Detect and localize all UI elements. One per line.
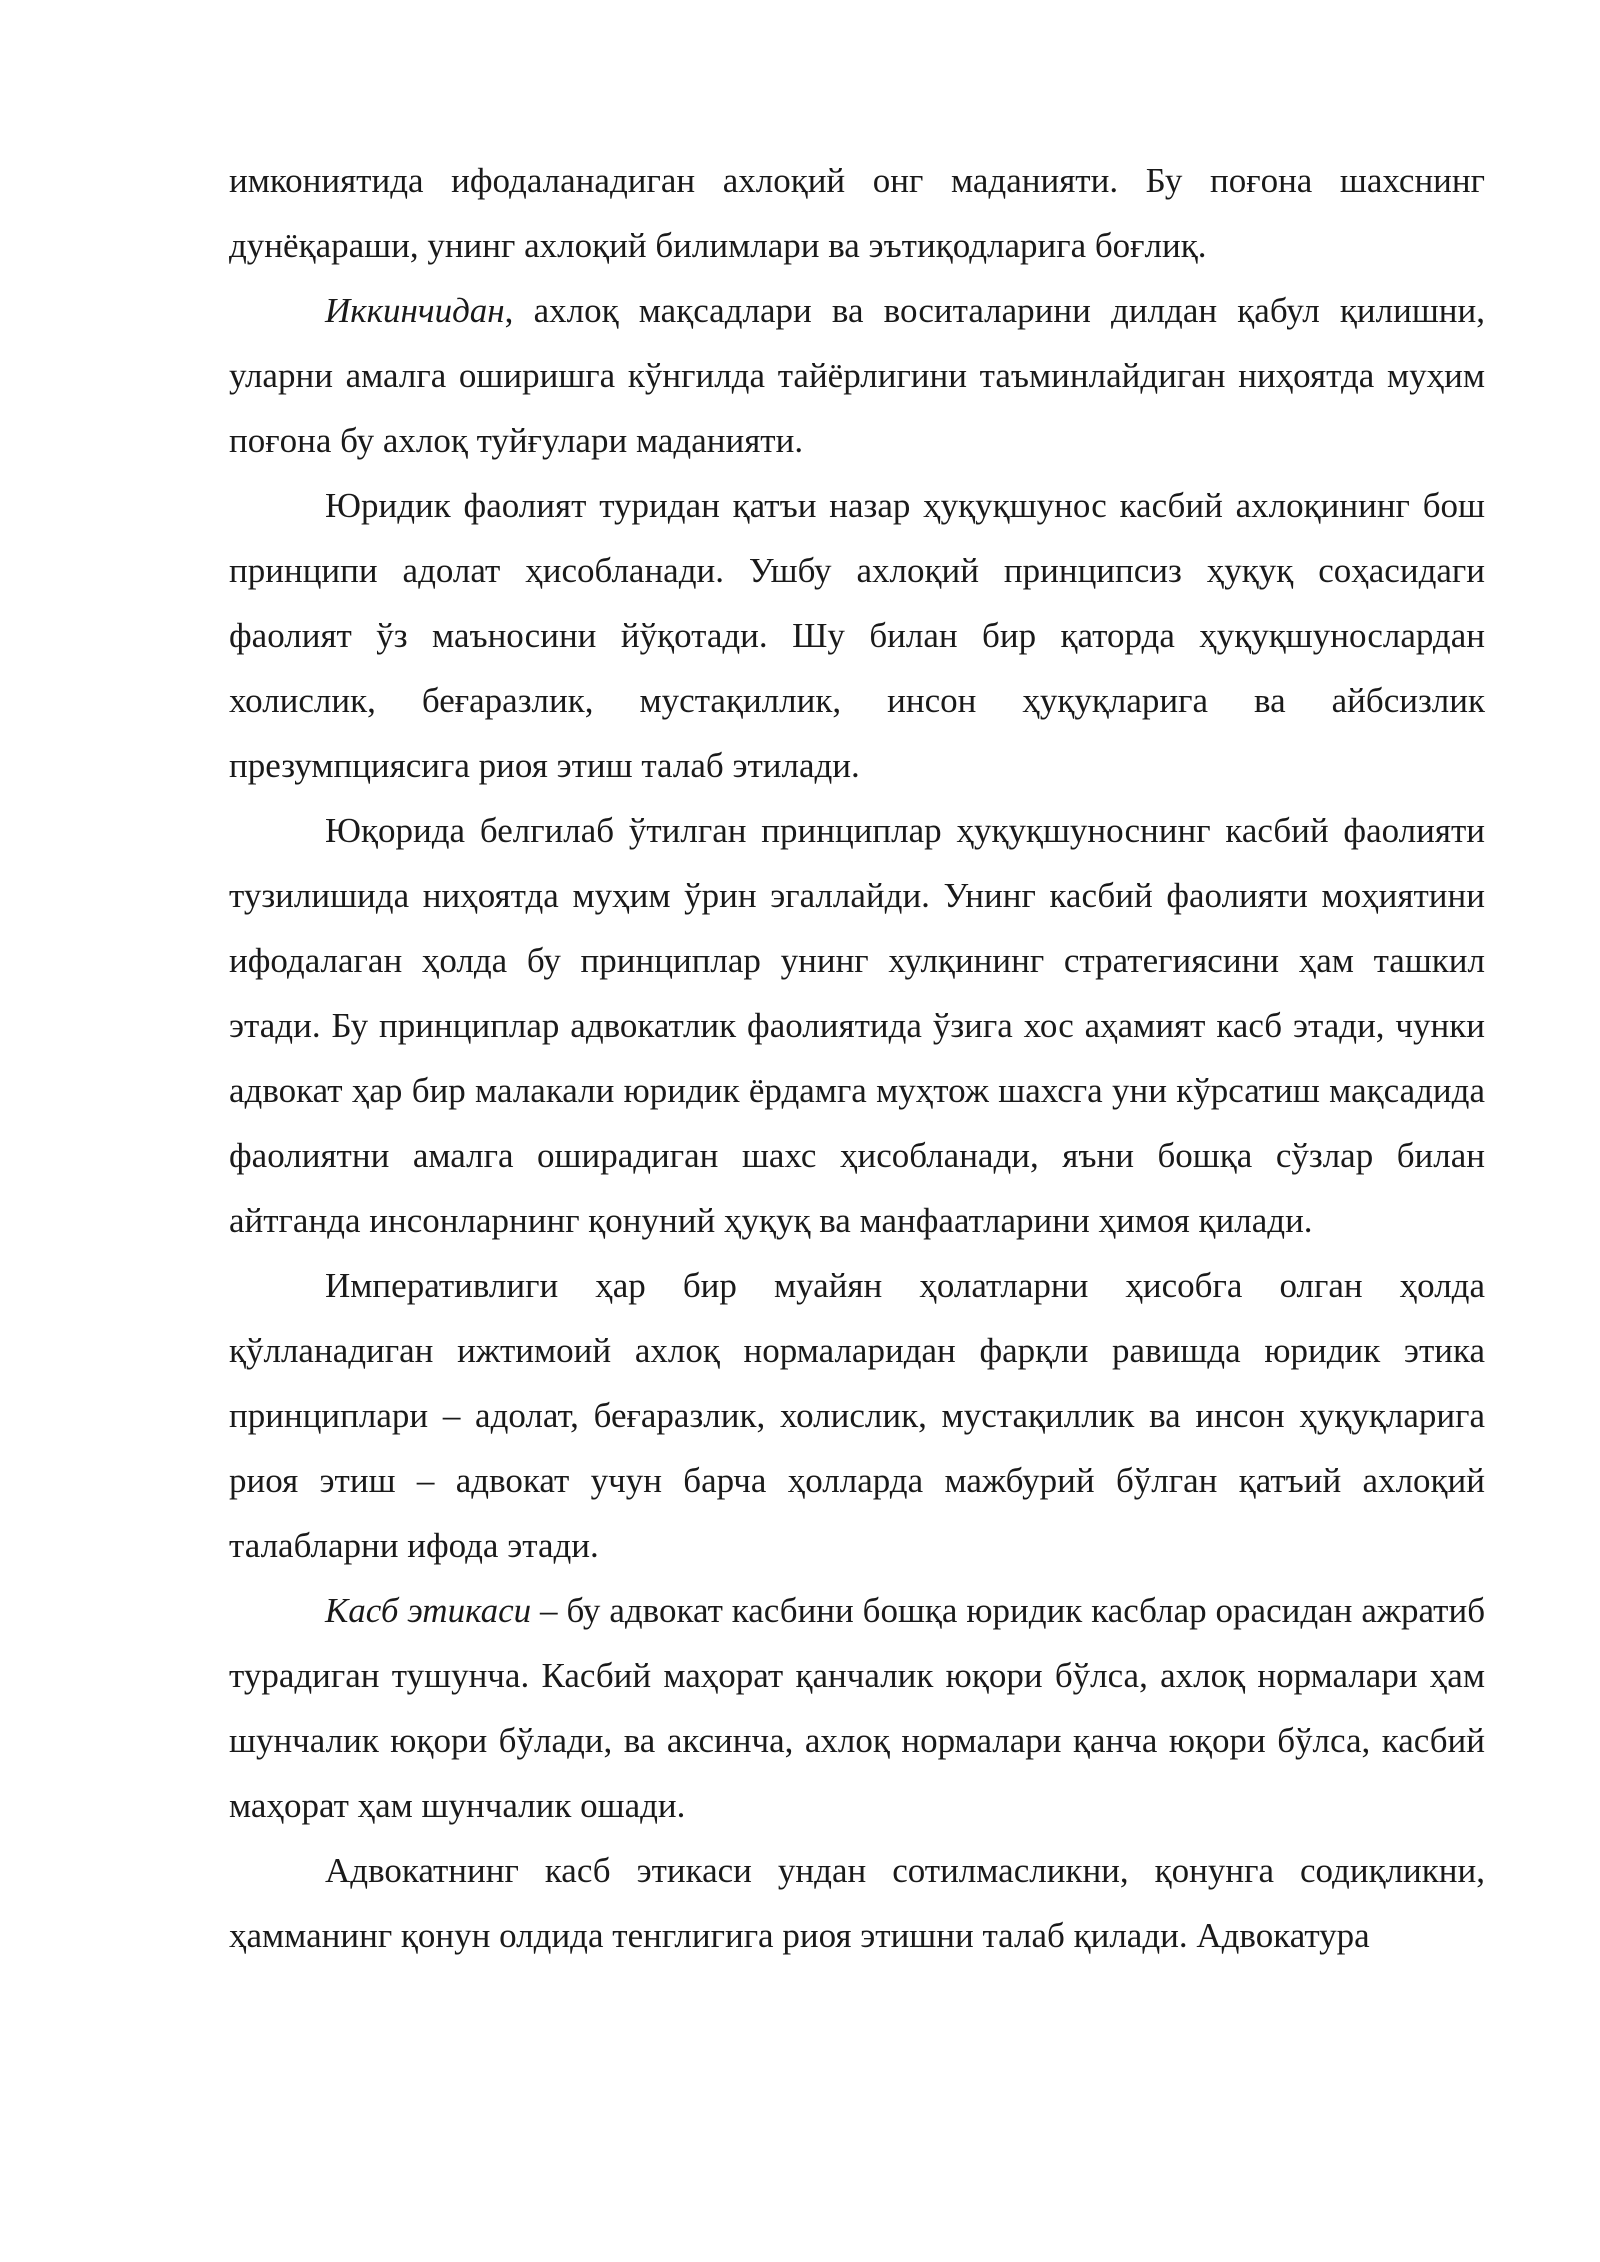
paragraph-4-text: Юқорида белгилаб ўтилган принциплар ҳуқуқшуноснинг касбий фаолияти тузилишида ниҳоятда муҳим ўрин эгаллайди. Унинг касбий фаолияти моҳиятини ифодалаган ҳолда бу принциплар унинг хулқининг стратегиясини ҳам ташкил этади. Бу принциплар адвокатлик фаолиятида ўзига хос аҳамият касб этади, чунки адвокат ҳар бир малакали юридик ёрдамга муҳтож шахсга уни кўрсатиш мақсадида фаолиятни амалга оширадиган шахс ҳисобланади, яъни бошқа сўзлар билан айтганда инсонларнинг қонуний ҳуқуқ ва манфаатларини ҳимоя қилади. <box>229 811 1485 1240</box>
paragraph-2-text: , ахлоқ мақсадлари ва воситаларини дилдан қабул қилишни, уларни амалга оширишга кўнгилда тайёрлигини таъминлайдиган ниҳоятда муҳим поғона бу ахлоқ туйғулари маданияти. <box>229 291 1485 460</box>
paragraph-6-text: – бу адвокат касбини бошқа юридик касблар орасидан ажратиб турадиган тушунча. Касбий маҳорат қанчалик юқори бўлса, ахлоқ нормалари ҳам шунчалик юқори бўлади, ва аксинча, ахлоқ нормалари қанча юқори бўлса, касбий маҳорат ҳам шунчалик ошади. <box>229 1591 1486 1825</box>
paragraph-1 <box>229 148 1485 278</box>
paragraph-5 <box>229 1253 1485 1578</box>
paragraph-1-text: имкониятида ифодаланадиган ахлоқий онг маданияти. Бу поғона шахснинг дунёқараши, унинг ахлоқий билимлари ва эътиқодларига боғлиқ. <box>229 161 1485 265</box>
paragraph-6 <box>229 1578 1485 1838</box>
paragraph-5-text: Императивлиги ҳар бир муайян ҳолатларни ҳисобга олган ҳолда қўлланадиган ижтимоий ахлоқ нормаларидан фарқли равишда юридик этика принциплари – адолат, беғаразлик, холислик, мустақиллик ва инсон ҳуқуқларига риоя этиш – адвокат учун барча ҳолларда мажбурий бўлган қатъий ахлоқий талабларни ифода этади. <box>229 1266 1485 1565</box>
paragraph-6-italic-lead: Касб этикаси <box>325 1591 532 1630</box>
paragraph-3 <box>229 473 1485 798</box>
paragraph-7-text: Адвокатнинг касб этикаси ундан сотилмасликни, қонунга содиқликни, ҳамманинг қонун олдида тенглигига риоя этишни талаб қилади. Адвокатура <box>229 1851 1485 1955</box>
paragraph-2-italic-lead: Иккинчидан <box>325 291 505 330</box>
paragraph-2 <box>229 278 1485 473</box>
paragraph-7 <box>229 1838 1485 1968</box>
paragraph-4 <box>229 798 1485 1253</box>
paragraph-3-text: Юридик фаолият туридан қатъи назар ҳуқуқшунос касбий ахлоқининг бош принципи адолат ҳисобланади. Ушбу ахлоқий принципсиз ҳуқуқ соҳасидаги фаолият ўз маъносини йўқотади. Шу билан бир қаторда ҳуқуқшунослардан холислик, беғаразлик, мустақиллик, инсон ҳуқуқларига ва айбсизлик презумпциясига риоя этиш талаб этилади. <box>229 486 1485 785</box>
document-page <box>229 148 1485 1968</box>
